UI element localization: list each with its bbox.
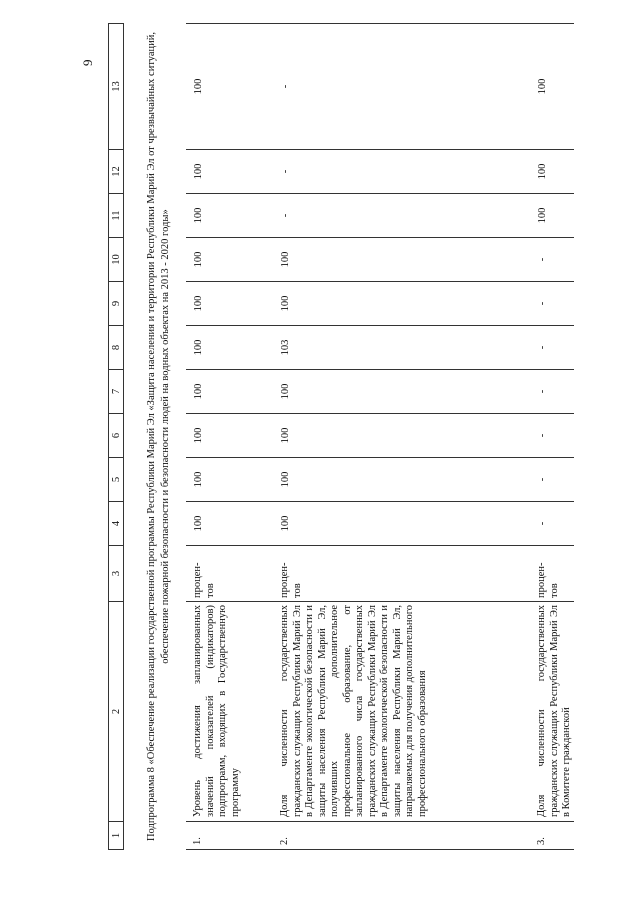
- indicators-table: [108, 23, 574, 850]
- indicator-value: -: [530, 414, 574, 458]
- indicator-value: 100: [273, 502, 530, 546]
- unit: процен-тов: [186, 546, 273, 602]
- indicator-value: 100: [186, 326, 273, 370]
- column-number-row: [109, 24, 124, 850]
- indicator-value: -: [530, 238, 574, 282]
- column-number: 12: [109, 150, 124, 194]
- indicator-value: 100: [186, 414, 273, 458]
- column-number: 1: [109, 822, 124, 850]
- column-number: 13: [109, 24, 124, 150]
- unit: процен-тов: [530, 546, 574, 602]
- subprogram-title: Подпрограмма 8 «Обеспечение реализации государственной программы Республики Марий Эл «Защита населения и территории Республики Марий Эл от чрезвычайных ситуаций, обеспечение пожарной безопасности и безопасности людей на водных объектах на 2013 - 2020 годы»: [124, 24, 187, 850]
- column-number: 11: [109, 194, 124, 238]
- column-number: 4: [109, 502, 124, 546]
- column-number: 10: [109, 238, 124, 282]
- page-number: 9: [80, 59, 95, 66]
- indicator-value: 100: [186, 194, 273, 238]
- indicator-value: -: [530, 326, 574, 370]
- indicator-value: -: [530, 282, 574, 326]
- column-number: 5: [109, 458, 124, 502]
- indicator-name: Уровень достижения запланированных значений показателей (индикаторов) подпрограмм, входящих в Государственную программу: [186, 602, 273, 822]
- indicator-value: 100: [186, 282, 273, 326]
- row-number: 1.: [186, 822, 273, 850]
- indicator-value: 100: [273, 370, 530, 414]
- column-number: 3: [109, 546, 124, 602]
- indicator-value: 100: [186, 370, 273, 414]
- indicator-value: 100: [530, 24, 574, 150]
- indicator-value: 100: [186, 458, 273, 502]
- indicator-name: Доля численности государственных гражданских служащих Республики Марий Эл в Департаменте экологической безопасности и защиты населения Республики Марий Эл, получивших дополнительное профессиональное образование, от запланированного числа государственных гражданских служащих Республики Марий Эл в Департаменте экологической безопасности и защиты населения Республики Марий Эл, направляемых для получения дополнительного профессионального образования: [273, 602, 530, 822]
- indicator-value: 100: [530, 194, 574, 238]
- indicator-value: -: [273, 150, 530, 194]
- indicator-value: 100: [273, 238, 530, 282]
- indicator-value: 100: [186, 24, 273, 150]
- row-number: 3.: [530, 822, 574, 850]
- indicator-value: 103: [273, 326, 530, 370]
- column-number: 2: [109, 602, 124, 822]
- indicator-value: 100: [273, 414, 530, 458]
- indicator-value: -: [530, 370, 574, 414]
- column-number: 9: [109, 282, 124, 326]
- indicator-value: 100: [186, 502, 273, 546]
- rotated-page-content: [108, 31, 608, 850]
- indicator-value: 100: [186, 150, 273, 194]
- indicator-value: -: [530, 458, 574, 502]
- row-number: 2.: [273, 822, 530, 850]
- indicator-value: -: [530, 502, 574, 546]
- table-row: [186, 24, 273, 850]
- indicator-value: 100: [273, 282, 530, 326]
- unit: процен-тов: [273, 546, 530, 602]
- indicator-value: -: [273, 194, 530, 238]
- table-row: [530, 24, 574, 850]
- column-number: 6: [109, 414, 124, 458]
- indicator-value: -: [273, 24, 530, 150]
- indicator-value: 100: [530, 150, 574, 194]
- indicator-name: Доля численности государственных гражданских служащих Республики Марий Эл в Комитете гражданской: [530, 602, 574, 822]
- table-row: [273, 24, 530, 850]
- column-number: 7: [109, 370, 124, 414]
- column-number: 8: [109, 326, 124, 370]
- indicator-value: 100: [186, 238, 273, 282]
- indicator-value: 100: [273, 458, 530, 502]
